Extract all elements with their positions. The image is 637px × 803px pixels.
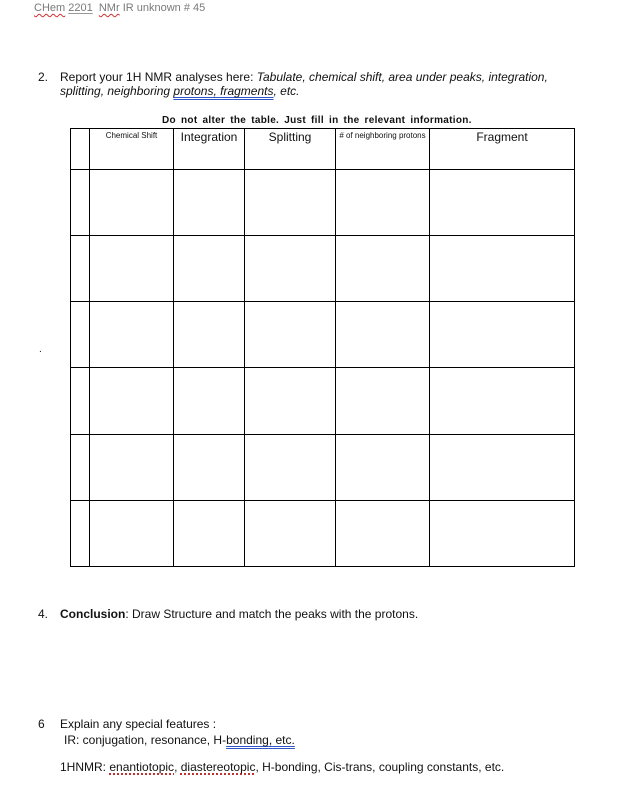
table-cell[interactable] <box>90 368 174 434</box>
table-cell[interactable] <box>245 302 336 368</box>
header-nmr: NMr <box>98 2 120 14</box>
stray-mark: . <box>39 344 42 355</box>
table-cell[interactable] <box>430 500 575 566</box>
table-cell[interactable] <box>336 302 430 368</box>
table-cell[interactable] <box>174 500 245 566</box>
table-cell[interactable] <box>336 170 430 236</box>
ir-comma: , <box>268 733 273 747</box>
table-row <box>71 434 575 500</box>
table-cell[interactable] <box>90 434 174 500</box>
table-row <box>71 236 575 302</box>
table-cell[interactable] <box>245 170 336 236</box>
table-cell[interactable] <box>336 434 430 500</box>
table-row <box>71 500 575 566</box>
header-code: 2201 <box>68 2 93 14</box>
header-chemical-shift: Chemical Shift <box>90 129 174 170</box>
table-cell[interactable] <box>430 170 575 236</box>
question-6-number: 6 <box>38 717 45 731</box>
document-header <box>34 2 205 14</box>
table-cell[interactable] <box>245 236 336 302</box>
table-cell[interactable] <box>430 434 575 500</box>
header-fragment: Fragment <box>430 129 575 170</box>
table-row <box>71 302 575 368</box>
table-note: Do not alter the table. Just fill in the relevant information. <box>162 115 472 126</box>
table-cell[interactable] <box>336 368 430 434</box>
table-cell[interactable] <box>174 236 245 302</box>
table-row <box>71 368 575 434</box>
table-cell[interactable] <box>71 236 90 302</box>
table-cell[interactable] <box>90 170 174 236</box>
question-6-nmr-line <box>60 760 580 775</box>
table-cell[interactable] <box>174 434 245 500</box>
table-cell[interactable] <box>90 500 174 566</box>
table-cell[interactable] <box>336 236 430 302</box>
table-header-row <box>71 129 575 170</box>
question-4-text <box>60 607 560 621</box>
header-splitting: Splitting <box>245 129 336 170</box>
ir-lead: IR: conjugation, resonance, H- <box>64 733 227 747</box>
table-cell[interactable] <box>71 368 90 434</box>
header-blank <box>71 129 90 170</box>
table-cell[interactable] <box>245 368 336 434</box>
table-cell[interactable] <box>71 170 90 236</box>
table-cell[interactable] <box>430 368 575 434</box>
table-cell[interactable] <box>174 302 245 368</box>
table-cell[interactable] <box>90 236 174 302</box>
table-cell[interactable] <box>174 170 245 236</box>
table-cell[interactable] <box>90 302 174 368</box>
question-2-tail: , etc. <box>273 84 300 98</box>
question-4-number: 4. <box>38 607 49 621</box>
header-rest: IR unknown # 45 <box>122 2 206 14</box>
header-neighboring-protons: # of neighboring protons <box>336 129 430 170</box>
question-4-body: : Draw Structure and match the peaks with the protons. <box>125 607 419 621</box>
nmr-enantiotopic: enantiotopic <box>109 760 175 774</box>
table-cell[interactable] <box>336 500 430 566</box>
table-cell[interactable] <box>71 500 90 566</box>
question-2-italic: Tabulate, chemical shift, area under peaks, integration, splitting, neighboring <box>60 70 548 98</box>
nmr-tail: , H-bonding, Cis-trans, coupling constants, etc. <box>255 760 505 774</box>
header-integration: Integration <box>174 129 245 170</box>
question-2-lead: Report your 1H NMR analyses here: <box>60 70 257 84</box>
question-6-text: Explain any special features : <box>60 717 217 731</box>
table-cell[interactable] <box>430 236 575 302</box>
table-cell[interactable] <box>174 368 245 434</box>
table-cell[interactable] <box>245 500 336 566</box>
table-cell[interactable] <box>245 434 336 500</box>
question-2-text <box>60 70 590 98</box>
question-2-protons: protons <box>173 84 214 98</box>
ir-bonding: bonding <box>226 733 269 747</box>
question-6-ir-line <box>64 733 584 748</box>
nmr-lead: 1HNMR: <box>60 760 110 774</box>
nmr-table <box>70 128 575 567</box>
question-2-comma: , <box>213 84 221 98</box>
table-cell[interactable] <box>430 302 575 368</box>
table-row <box>71 170 575 236</box>
header-course: CHem <box>34 2 66 14</box>
nmr-sep: , <box>174 760 181 774</box>
table-cell[interactable] <box>71 434 90 500</box>
question-2-fragments: fragments <box>220 84 274 98</box>
question-2-number: 2. <box>38 70 49 84</box>
table-cell[interactable] <box>71 302 90 368</box>
nmr-diastereotopic: diastereotopic <box>180 760 256 774</box>
question-4-label: Conclusion <box>60 607 126 621</box>
ir-etc: etc. <box>272 733 295 747</box>
